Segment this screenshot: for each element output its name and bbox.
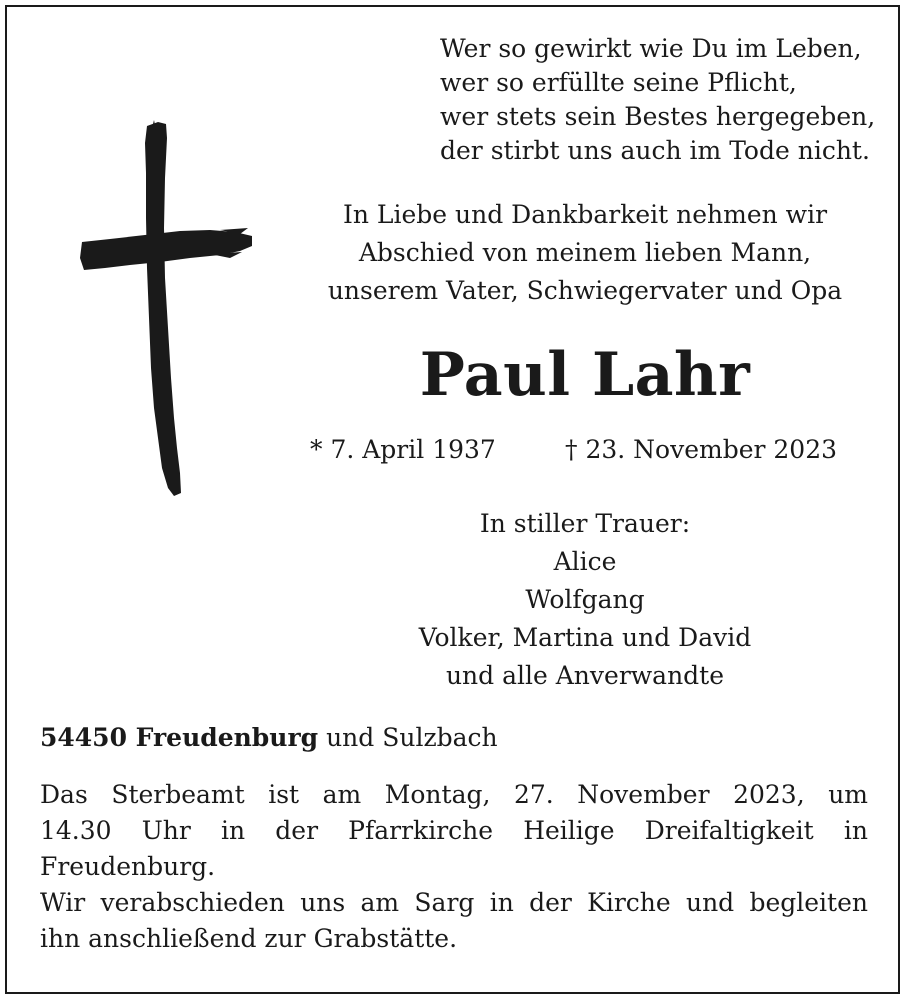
- place-postcode-town: 54450 Freudenburg: [40, 723, 319, 752]
- intro-line: Abschied von meinem lieben Mann,: [358, 238, 812, 267]
- mourner-name: Volker, Martina und David: [418, 623, 752, 652]
- poem-line: Wer so gewirkt wie Du im Leben,: [440, 34, 862, 63]
- brush-cross-icon: [70, 118, 265, 503]
- mourner-name: Wolfgang: [525, 585, 645, 614]
- service-notice: [40, 777, 868, 957]
- poem: [440, 32, 890, 168]
- notice-line: ihn anschließend zur Grabstätte.: [40, 924, 458, 953]
- place-line: [40, 718, 870, 758]
- birth-date: * 7. April 1937: [310, 435, 496, 464]
- mourner-name: und alle Anverwandte: [445, 661, 725, 690]
- notice-line: Wir verabschieden uns am Sarg in der Kirche und begleiten: [40, 888, 868, 917]
- poem-line: wer so erfüllte seine Pflicht,: [440, 68, 797, 97]
- notice-line: Freudenburg.: [40, 852, 216, 881]
- death-date: † 23. November 2023: [565, 435, 838, 464]
- intro-line: In Liebe und Dankbarkeit nehmen wir: [342, 200, 828, 229]
- notice-line: Das Sterbeamt ist am Montag, 27. November 2023, um: [40, 780, 868, 809]
- deceased-name: Paul Lahr: [419, 340, 751, 410]
- notice-line: 14.30 Uhr in der Pfarrkirche Heilige Dreifaltigkeit in: [40, 816, 868, 845]
- poem-line: wer stets sein Bestes hergegeben,: [440, 102, 876, 131]
- poem-line: der stirbt uns auch im Tode nicht.: [440, 136, 870, 165]
- place-additional: und Sulzbach: [318, 723, 498, 752]
- intro-text: [290, 196, 880, 310]
- mourner-name: Alice: [553, 547, 617, 576]
- mourners-heading: In stiller Trauer:: [479, 509, 691, 538]
- mourners-list: [290, 505, 880, 695]
- intro-line: unserem Vater, Schwiegervater und Opa: [327, 276, 843, 305]
